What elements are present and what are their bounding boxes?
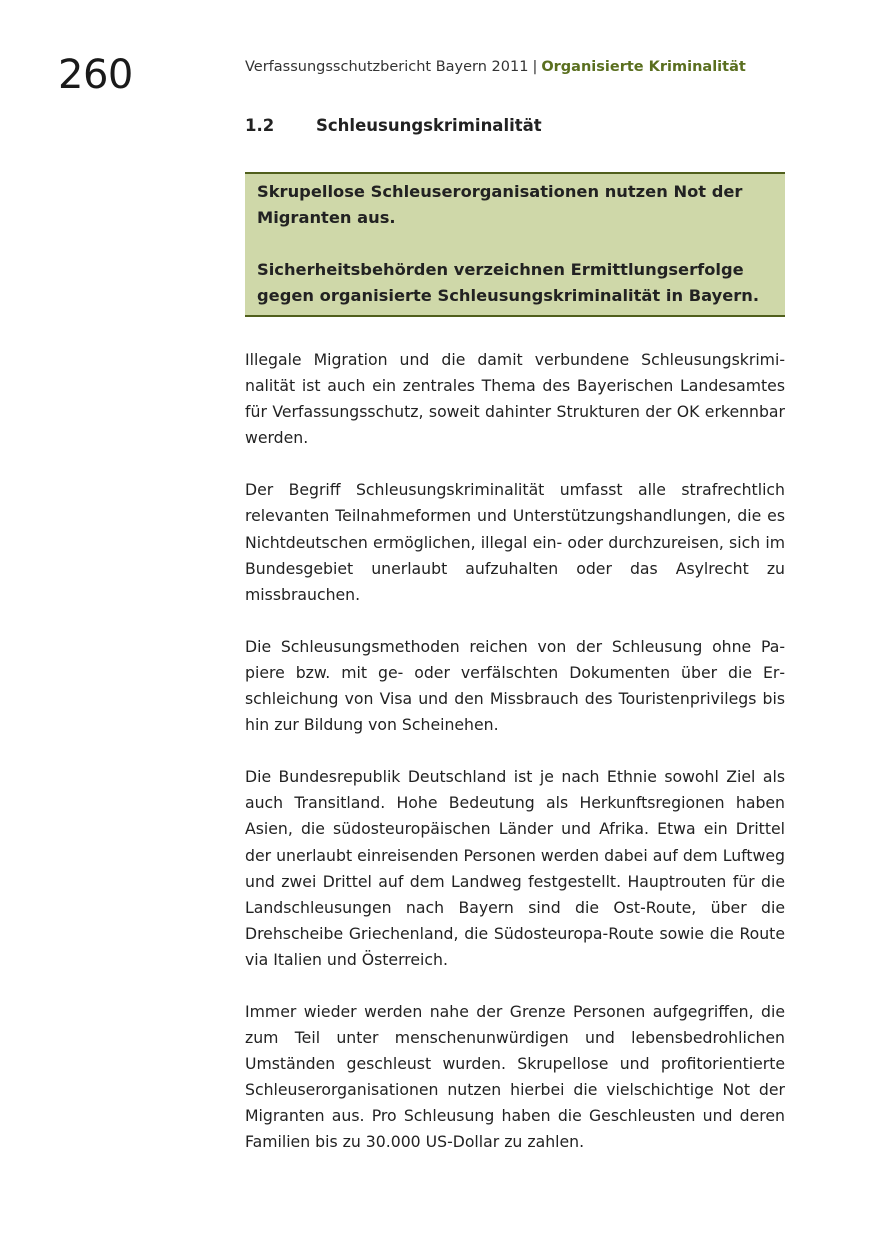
paragraph: Illegale Migration und die damit verbundene Schleusungskriminalität ist auch ein zentrales Thema des Bayerischen Landesamtes für Verfassungsschutz, soweit dahinter Strukturen der OK erkennbar werden. <box>245 350 785 448</box>
paragraph: Der Begriff Schleusungskriminalität umfasst alle strafrechtlich relevanten Teilnahmeformen und Unterstützungshandlungen, die es Nichtdeutschen ermöglichen, illegal ein- oder durchzureisen, sich im Bundesgebiet unerlaubt aufzuhalten oder das Asylrecht zu missbrauchen. <box>245 480 785 604</box>
report-title: Verfassungsschutzbericht Bayern 2011 <box>245 59 529 75</box>
summary-box <box>245 172 785 317</box>
paragraph: Die Bundesrepublik Deutschland ist je nach Ethnie sowohl Ziel als auch Transitland. Hohe Bedeutung als Herkunftsregionen haben Asien, die südosteuropäischen Länder und Afrika. Etwa ein Drittel der unerlaubt einreisenden Personen werden dabei auf dem Luftweg und zwei Drittel auf dem Landweg festgestellt. Hauptrouten für die Landschleusungen nach Bayern sind die Ost-Route, über die Drehscheibe Griechenland, die Südosteuropa-Route sowie die Route via Italien und Österreich. <box>245 767 785 969</box>
summary-statement: Skrupellose Schleuserorganisationen nutzen Not der Migranten aus. <box>257 182 743 227</box>
header-separator: | <box>532 59 538 75</box>
section-heading <box>245 115 542 137</box>
chapter-title: Organisierte Kriminalität <box>541 59 746 75</box>
paragraph: Immer wieder werden nahe der Grenze Personen aufgegriffen, die zum Teil unter menschenunwürdigen und lebensbedrohlichen Umständen geschleust wurden. Skrupellose und profitorientierte Schleuserorganisationen nutzen hierbei die vielschichtige Not der Migranten aus. Pro Schleusung haben die Geschleusten und deren Familien bis zu 30.000 US-Dollar zu zahlen. <box>245 1001 785 1152</box>
section-number: 1.2 <box>245 116 275 135</box>
running-header <box>245 57 746 77</box>
page-number: 260 <box>58 52 133 98</box>
paragraph: Die Schleusungsmethoden reichen von der Schleusung ohne Papiere bzw. mit ge- oder verfälschten Dokumenten über die Erschleichung von Visa und den Missbrauch des Touristenprivilegs bis hin zur Bildung von Scheinehen. <box>245 636 785 735</box>
body-text <box>245 347 785 1182</box>
summary-statement: Sicherheitsbehörden verzeichnen Ermittlungserfolge gegen organisierte Schleusungskriminalität in Bayern. <box>257 260 760 305</box>
section-title: Schleusungskriminalität <box>316 116 542 135</box>
